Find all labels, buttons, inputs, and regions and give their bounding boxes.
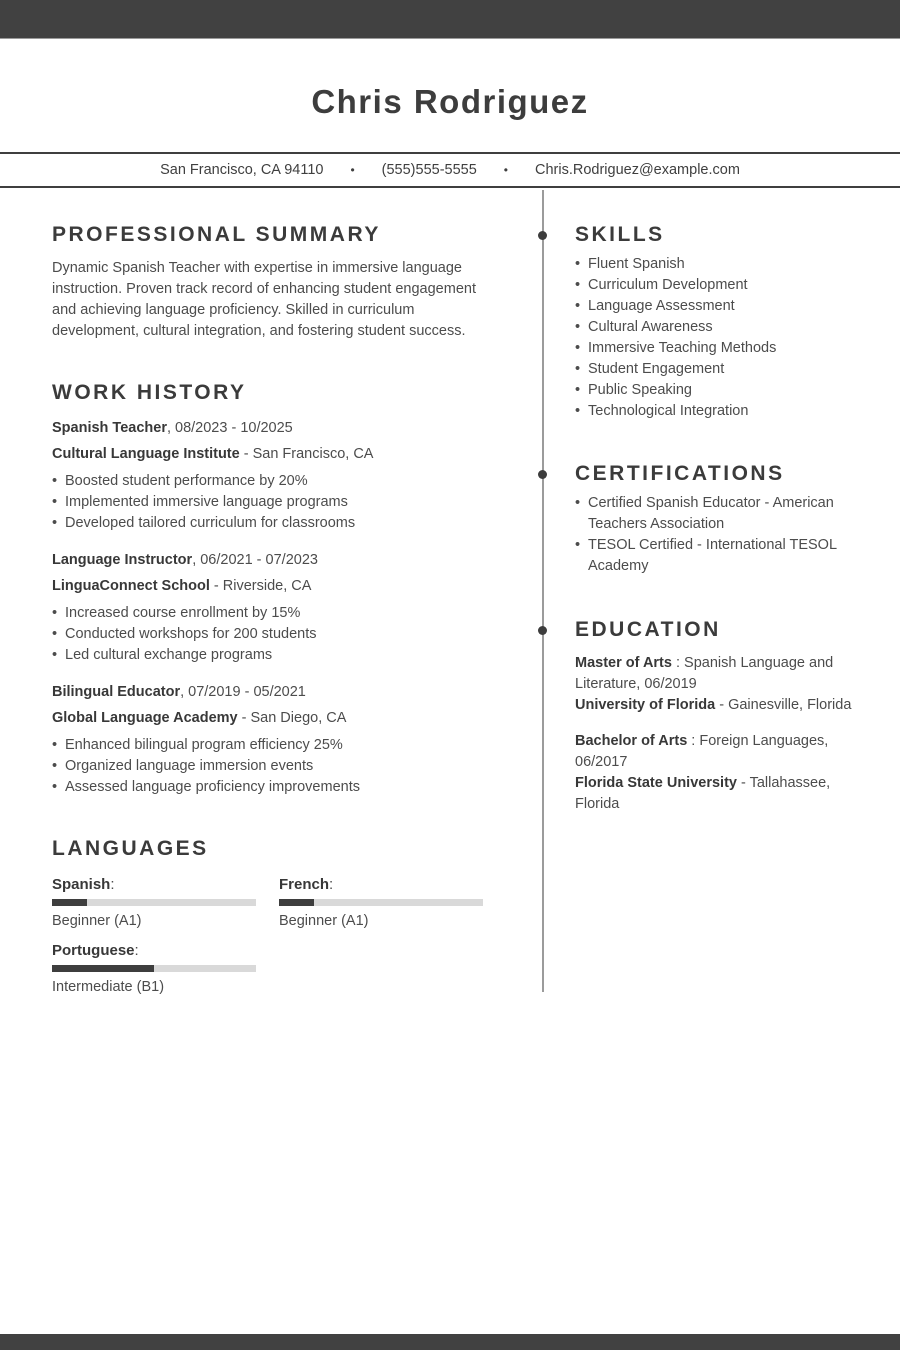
- bullet-icon: •: [575, 319, 581, 335]
- skill-text: Cultural Awareness: [588, 319, 713, 335]
- school-line: [575, 695, 875, 716]
- skill-item: [575, 317, 875, 338]
- skill-text: Immersive Teaching Methods: [588, 340, 777, 356]
- job-bullet: [52, 513, 504, 534]
- job-bullet: [52, 492, 504, 513]
- degree: Master of Arts: [575, 655, 672, 671]
- job-title: Spanish Teacher: [52, 420, 167, 436]
- bullet-icon: •: [52, 494, 58, 510]
- language-level: Beginner (A1): [279, 913, 369, 929]
- bullet-icon: •: [52, 737, 58, 753]
- job-bullet-text: Developed tailored curriculum for classrooms: [65, 515, 356, 531]
- job-location: - Riverside, CA: [209, 578, 312, 594]
- job-company-line: [52, 444, 504, 465]
- skill-item: [575, 401, 875, 422]
- summary-text: Dynamic Spanish Teacher with expertise in immersive language instruction. Proven track record of enhancing student engagement and achieving language proficiency. Skilled in curriculum development, cultural integration, and fostering student success.: [52, 260, 476, 339]
- skill-item: [575, 275, 875, 296]
- colon: :: [329, 876, 334, 893]
- education-entry: [575, 731, 875, 815]
- job-bullet: [52, 756, 504, 777]
- section-work-history: [52, 380, 504, 798]
- school: Florida State University: [575, 775, 737, 791]
- language-name-line: [52, 940, 256, 961]
- separator-dot-icon: •: [503, 163, 508, 177]
- language-level: Intermediate (B1): [52, 979, 165, 995]
- bullet-icon: •: [575, 277, 581, 293]
- job-bullet-list: [52, 603, 504, 666]
- skill-text: Fluent Spanish: [588, 256, 685, 272]
- school: University of Florida: [575, 697, 716, 713]
- bullet-icon: •: [575, 403, 581, 419]
- skill-item: [575, 254, 875, 275]
- degree: Bachelor of Arts: [575, 733, 688, 749]
- job-role-line: [52, 550, 504, 571]
- bullet-icon: •: [575, 256, 581, 272]
- skills-list: [575, 254, 875, 422]
- language-progress-fill: [52, 965, 154, 972]
- bullet-icon: •: [52, 515, 58, 531]
- job-entry: [52, 682, 504, 798]
- bullet-icon: •: [575, 298, 581, 314]
- job-bullet: [52, 471, 504, 492]
- section-skills: [575, 222, 875, 422]
- job-bullet-list: [52, 735, 504, 798]
- job-role-line: [52, 418, 504, 439]
- language-progress-fill: [279, 899, 314, 906]
- skill-text: Technological Integration: [588, 403, 749, 419]
- skill-text: Student Engagement: [588, 361, 725, 377]
- job-location: - San Francisco, CA: [239, 446, 374, 462]
- job-location: - San Diego, CA: [237, 710, 347, 726]
- column-divider: [542, 190, 544, 992]
- skill-text: Curriculum Development: [588, 277, 748, 293]
- separator-dot-icon: •: [350, 163, 355, 177]
- skill-item: [575, 338, 875, 359]
- job-bullet-text: Assessed language proficiency improvements: [65, 779, 360, 795]
- language-item: [52, 874, 256, 932]
- job-bullet-text: Boosted student performance by 20%: [65, 473, 308, 489]
- language-item: [52, 940, 256, 998]
- school-location: - Gainesville, Florida: [715, 697, 852, 713]
- language-name: French: [279, 876, 330, 893]
- skill-item: [575, 359, 875, 380]
- job-bullet-text: Implemented immersive language programs: [65, 494, 348, 510]
- right-column: [575, 195, 875, 815]
- job-bullet: [52, 603, 504, 624]
- certification-text: Certified Spanish Educator - American Teachers Association: [588, 495, 834, 532]
- job-bullet-text: Led cultural exchange programs: [65, 647, 273, 663]
- job-company: LinguaConnect School: [52, 578, 210, 594]
- degree-detail: : Spanish Language and Literature, 06/2019: [575, 655, 834, 692]
- colon: :: [134, 942, 139, 959]
- section-certifications: [575, 461, 875, 577]
- language-name: Spanish: [52, 876, 111, 893]
- contact-bar: [0, 152, 900, 188]
- candidate-name: Chris Rodriguez: [311, 83, 589, 120]
- left-column: [52, 195, 504, 998]
- job-dates: , 07/2019 - 05/2021: [180, 684, 306, 700]
- job-bullet: [52, 645, 504, 666]
- job-bullet-text: Organized language immersion events: [65, 758, 314, 774]
- languages-grid: [52, 874, 504, 998]
- skill-text: Language Assessment: [588, 298, 735, 314]
- school-location: - Tallahassee, Florida: [575, 775, 831, 812]
- degree-line: [575, 731, 875, 773]
- job-entry: [52, 550, 504, 666]
- job-role-line: [52, 682, 504, 703]
- language-progress-track: [52, 899, 256, 906]
- bullet-icon: •: [575, 361, 581, 377]
- job-dates: , 08/2023 - 10/2025: [166, 420, 293, 436]
- language-name-line: [52, 874, 256, 895]
- job-company: Global Language Academy: [52, 710, 238, 726]
- bullet-icon: •: [52, 605, 58, 621]
- skills-title: SKILLS: [575, 222, 875, 248]
- language-name-line: [279, 874, 483, 895]
- certifications-list: [575, 493, 875, 577]
- contact-location: San Francisco, CA 94110: [160, 162, 324, 178]
- colon: :: [110, 876, 115, 893]
- job-company-line: [52, 576, 504, 597]
- job-title: Bilingual Educator: [52, 684, 181, 700]
- job-bullet-text: Conducted workshops for 200 students: [65, 626, 317, 642]
- language-progress-track: [52, 965, 256, 972]
- bottom-bar: [0, 1334, 900, 1350]
- job-company: Cultural Language Institute: [52, 446, 240, 462]
- job-bullet: [52, 735, 504, 756]
- language-name: Portuguese: [52, 942, 135, 959]
- skill-item: [575, 296, 875, 317]
- degree-detail: : Foreign Languages, 06/2017: [575, 733, 829, 770]
- bullet-icon: •: [52, 626, 58, 642]
- bullet-icon: •: [52, 473, 58, 489]
- contact-email: Chris.Rodriguez@example.com: [535, 162, 740, 178]
- job-entry: [52, 418, 504, 534]
- certification-item: [575, 493, 875, 535]
- job-bullet-list: [52, 471, 504, 534]
- language-item: [279, 874, 483, 932]
- education-entry: [575, 653, 875, 716]
- job-title: Language Instructor: [52, 552, 193, 568]
- bullet-icon: •: [52, 758, 58, 774]
- skill-text: Public Speaking: [588, 382, 692, 398]
- school-line: [575, 773, 875, 815]
- section-professional-summary: [52, 222, 504, 342]
- degree-line: [575, 653, 875, 695]
- bullet-icon: •: [575, 495, 581, 511]
- bullet-icon: •: [575, 340, 581, 356]
- section-languages: [52, 836, 504, 998]
- skill-item: [575, 380, 875, 401]
- certification-text: TESOL Certified - International TESOL Academy: [588, 537, 837, 574]
- language-progress-fill: [52, 899, 87, 906]
- bullet-icon: •: [52, 647, 58, 663]
- contact-phone: (555)555-5555: [381, 162, 477, 178]
- bullet-icon: •: [575, 382, 581, 398]
- bullet-icon: •: [575, 537, 581, 553]
- language-level: Beginner (A1): [52, 913, 142, 929]
- section-education: [575, 617, 875, 815]
- certifications-title: CERTIFICATIONS: [575, 461, 875, 487]
- job-bullet: [52, 777, 504, 798]
- language-progress-track: [279, 899, 483, 906]
- bullet-icon: •: [52, 779, 58, 795]
- certification-item: [575, 535, 875, 577]
- job-company-line: [52, 708, 504, 729]
- work-history-title: WORK HISTORY: [52, 381, 247, 404]
- job-dates: , 06/2021 - 07/2023: [192, 552, 318, 568]
- top-bar: [0, 0, 900, 39]
- professional-summary-title: PROFESSIONAL SUMMARY: [52, 223, 381, 246]
- job-bullet-text: Enhanced bilingual program efficiency 25%: [65, 737, 343, 753]
- education-title: EDUCATION: [575, 617, 875, 643]
- job-bullet-text: Increased course enrollment by 15%: [65, 605, 301, 621]
- job-bullet: [52, 624, 504, 645]
- languages-title: LANGUAGES: [52, 837, 209, 860]
